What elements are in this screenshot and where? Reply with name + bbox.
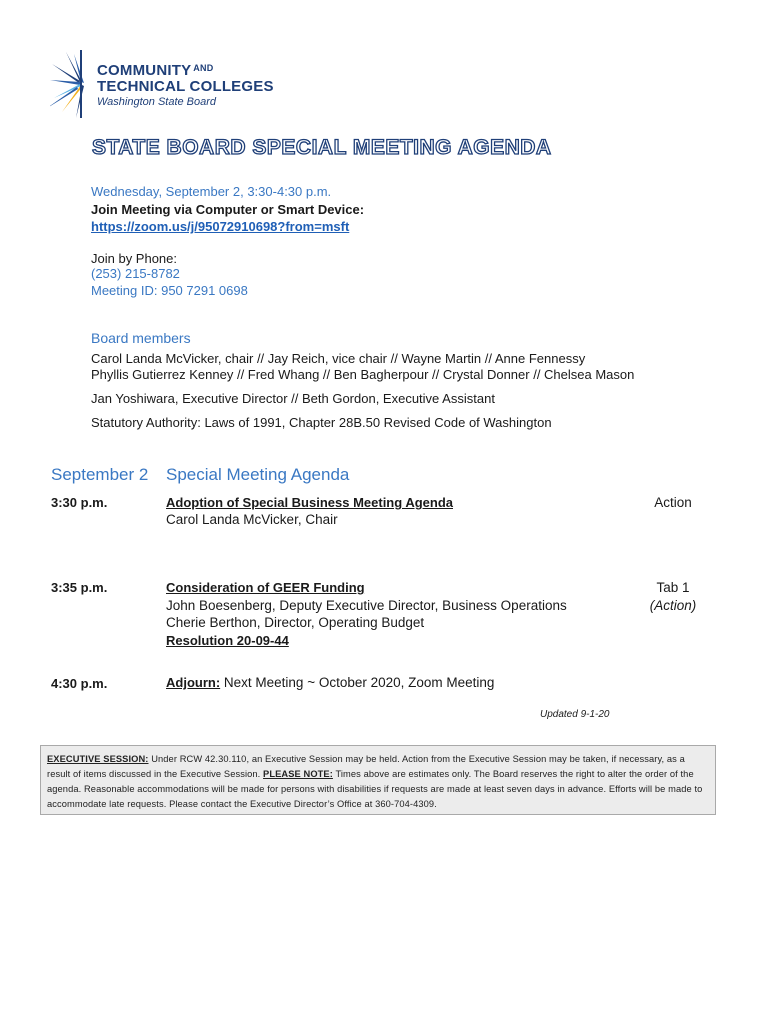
- agenda-item-presenter: Cherie Berthon, Director, Operating Budget: [166, 615, 425, 630]
- executive-session-text: Under RCW 42.30.110, an Executive Session may be held. Action from the Executive Session may be taken, if necessary, as a result of items discussed in the Executive Session.: [47, 754, 685, 779]
- join-meeting-label: Join Meeting via Computer or Smart Device:: [91, 202, 365, 217]
- agenda-item-time: 3:30 p.m.: [51, 495, 108, 510]
- staff-line: Jan Yoshiwara, Executive Director // Beth Gordon, Executive Assistant: [91, 391, 495, 406]
- adjourn-line: [166, 675, 494, 690]
- adjourn-label: Adjourn:: [166, 675, 221, 690]
- logo-text-state-board: Washington State Board: [97, 96, 217, 108]
- agenda-item-tab: Tab 1: [656, 580, 690, 595]
- next-meeting-text: Next Meeting ~ October 2020, Zoom Meeting: [220, 675, 495, 690]
- meeting-id: Meeting ID: 950 7291 0698: [91, 283, 248, 298]
- meeting-datetime: Wednesday, September 2, 3:30-4:30 p.m.: [91, 184, 332, 199]
- statutory-authority: Statutory Authority: Laws of 1991, Chapter 28B.50 Revised Code of Washington: [91, 415, 552, 430]
- agenda-item-action: (Action): [649, 598, 697, 613]
- updated-date: Updated 9-1-20: [540, 709, 610, 720]
- executive-session-label: EXECUTIVE SESSION:: [47, 754, 149, 764]
- agenda-item-presenter: John Boesenberg, Deputy Executive Director, Business Operations: [166, 598, 567, 613]
- board-members-line1: Carol Landa McVicker, chair // Jay Reich, vice chair // Wayne Martin // Anne Fennessy: [91, 351, 586, 366]
- logo-text-community: COMMUNITY $^{AND}$: [97, 62, 214, 79]
- please-note-label: PLEASE NOTE:: [263, 769, 333, 779]
- agenda-date-heading: September 2: [51, 465, 149, 484]
- agenda-item-action: Action: [654, 495, 692, 510]
- agenda-item-time: 4:30 p.m.: [51, 676, 108, 691]
- logo-text-technical-colleges: TECHNICAL COLLEGES: [97, 78, 274, 95]
- agenda-item-title: Consideration of GEER Funding: [166, 580, 365, 595]
- board-members-line2: Phyllis Gutierrez Kenney // Fred Whang // Ben Bagherpour // Crystal Donner // Chelsea Mason: [91, 367, 635, 382]
- resolution-number: Resolution 20-09-44: [166, 633, 289, 648]
- phone-number: (253) 215-8782: [91, 266, 180, 281]
- agenda-item-time: 3:35 p.m.: [51, 580, 108, 595]
- join-phone-label: Join by Phone:: [91, 251, 178, 266]
- please-note-text: Times above are estimates only. The Board reserves the right to alter the order of the agenda. Reasonable accommodations will be made for persons with disabilities if requests are made at least seven days in advance. Efforts will be made to accommodate late requests. Please contact the Executive Director’s Office at 360-704-4309.: [47, 769, 703, 809]
- sbctc-logo-icon: [50, 48, 94, 120]
- agenda-item-presenter: Carol Landa McVicker, Chair: [166, 512, 338, 527]
- board-members-heading: Board members: [91, 330, 191, 346]
- agenda-heading: Special Meeting Agenda: [166, 465, 350, 484]
- agenda-item-title: Adoption of Special Business Meeting Agenda: [166, 495, 453, 510]
- executive-session-notice: [40, 745, 716, 815]
- zoom-link[interactable]: https://zoom.us/j/95072910698?from=msft: [91, 219, 350, 234]
- page-title: STATE BOARD SPECIAL MEETING AGENDA: [92, 136, 552, 159]
